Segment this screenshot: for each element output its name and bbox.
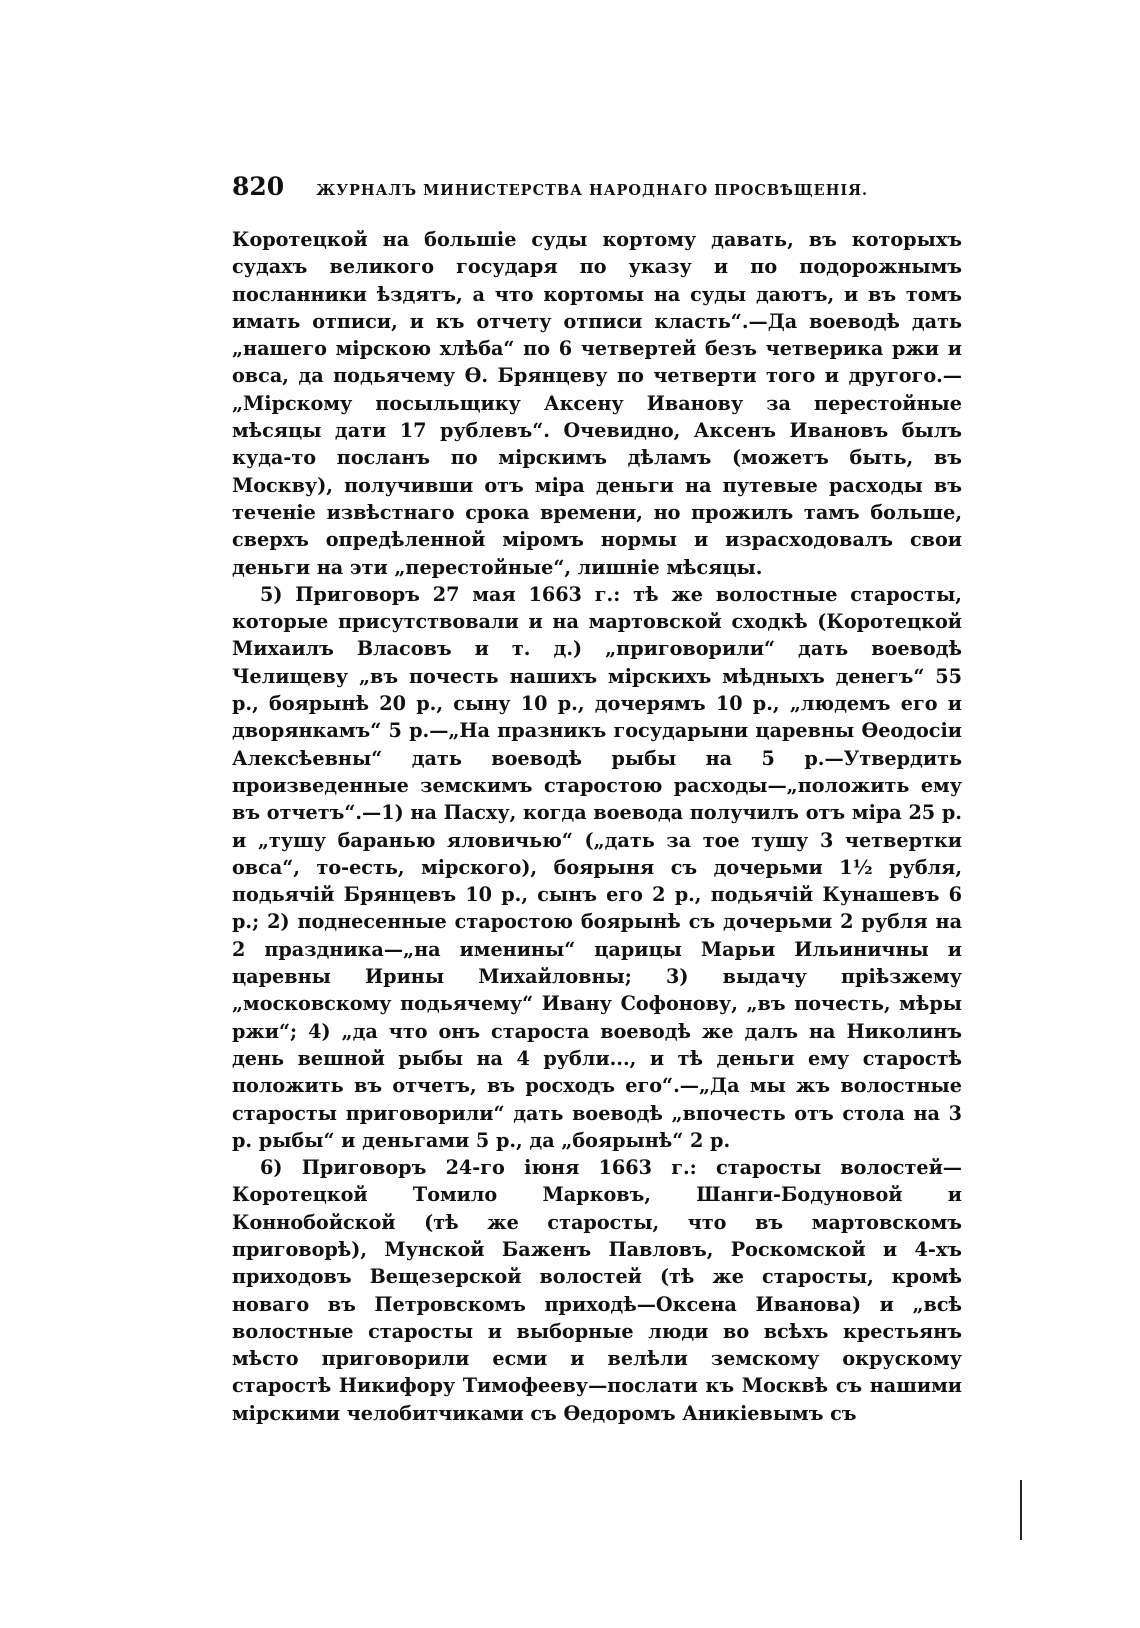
page-number: 820 [232, 172, 285, 201]
paragraph-6: 6) Приговоръ 24-го іюня 1663 г.: старосты волостей—Коротецкой Томило Марковъ, Шанги-Бодуновой и Коннобойской (тѣ же старосты, что въ мартовскомъ приговорѣ), Мунской Баженъ Павловъ, Роскомской и 4-хъ приходовъ Вещезерской волостей (тѣ же старосты, кромѣ новаго въ Петровскомъ приходѣ—Оксена Иванова) и „всѣ волостные старосты и выборные люди во всѣхъ крестьянъ мѣсто приговорили есми и велѣли земскому окрускому старостѣ Никифору Тимофееву—послати къ Москвѣ съ нашими мірскими челобитчиками съ Ѳедоромъ Аникіевымъ съ [232, 1156, 962, 1425]
paragraph-continuation: Коротецкой на большіе суды кортому давать, въ которыхъ судахъ великого государя по указу и по подорожнымъ посланники ѣздятъ, а что кортомы на суды даютъ, и въ томъ имать отписи, и къ отчету отписи класть“.—Да воеводѣ дать „нашего мірскою хлѣба“ по 6 четвертей безъ четверика ржи и овса, да подьячему Ѳ. Брянцеву по четверти того и другого.—„Мірскому посыльщику Аксену Иванову за перестойные мѣсяцы дати 17 рублевъ“. Очевидно, Аксенъ Ивановъ былъ куда-то посланъ по мірскимъ дѣламъ (можетъ быть, въ Москву), получивши отъ міра деньги на путевые расходы въ теченіе извѣстнаго срока времени, но прожилъ тамъ больше, сверхъ опредѣленной міромъ нормы и израсходовалъ свои деньги на эти „перестойные“, лишніе мѣсяцы. [232, 228, 962, 579]
scan-edge-mark [1020, 1480, 1022, 1540]
journal-title: ЖУРНАЛЪ МИНИСТЕРСТВА НАРОДНАГО ПРОСВѢЩЕНІЯ. [316, 182, 869, 199]
paragraph-5: 5) Приговоръ 27 мая 1663 г.: тѣ же волостные старосты, которые присутствовали и на мартовской сходкѣ (Коротецкой Михаилъ Власовъ и т. д.) „приговорили“ дать воеводѣ Челищеву „въ почесть нашихъ мірскихъ мѣдныхъ денегъ“ 55 р., боярынѣ 20 р., сыну 10 р., дочерямъ 10 р., „людемъ его и дворянкамъ“ 5 р.—„На празникъ государыни царевны Ѳеодосіи Алексѣевны“ дать воеводѣ рыбы на 5 р.—Утвердить произведенные земскимъ старостою расходы—„положить ему въ отчетъ“.—1) на Пасху, когда воевода получилъ отъ міра 25 р. и „тушу баранью яловичью“ („дать за тое тушу 3 четвертки овса“, то-есть, мірского), боярыня съ дочерьми 1½ рубля, подьячій Брянцевъ 10 р., сынъ его 2 р., подьячій Кунашевъ 6 р.; 2) поднесенные старостою боярынѣ съ дочерьми 2 рубля на 2 праздника—„на именины“ царицы Марьи Ильиничны и царевны Ирины Михайловны; 3) выдачу пріѣзжему „московскому подьячему“ Ивану Софонову, „въ почесть, мѣры ржи“; 4) „да что онъ староста воеводѣ же далъ на Николинъ день вешной рыбы на 4 рубли..., и тѣ деньги ему старостѣ положить въ отчетъ, въ росходъ его“.—„Да мы жъ волостные старосты приговорили“ дать воеводѣ „впочесть отъ стола на 3 р. рыбы“ и деньгами 5 р., да „боярынѣ“ 2 р. [232, 582, 962, 1152]
document-page [232, 172, 962, 1427]
body-text [232, 226, 962, 1427]
running-header [232, 172, 962, 212]
